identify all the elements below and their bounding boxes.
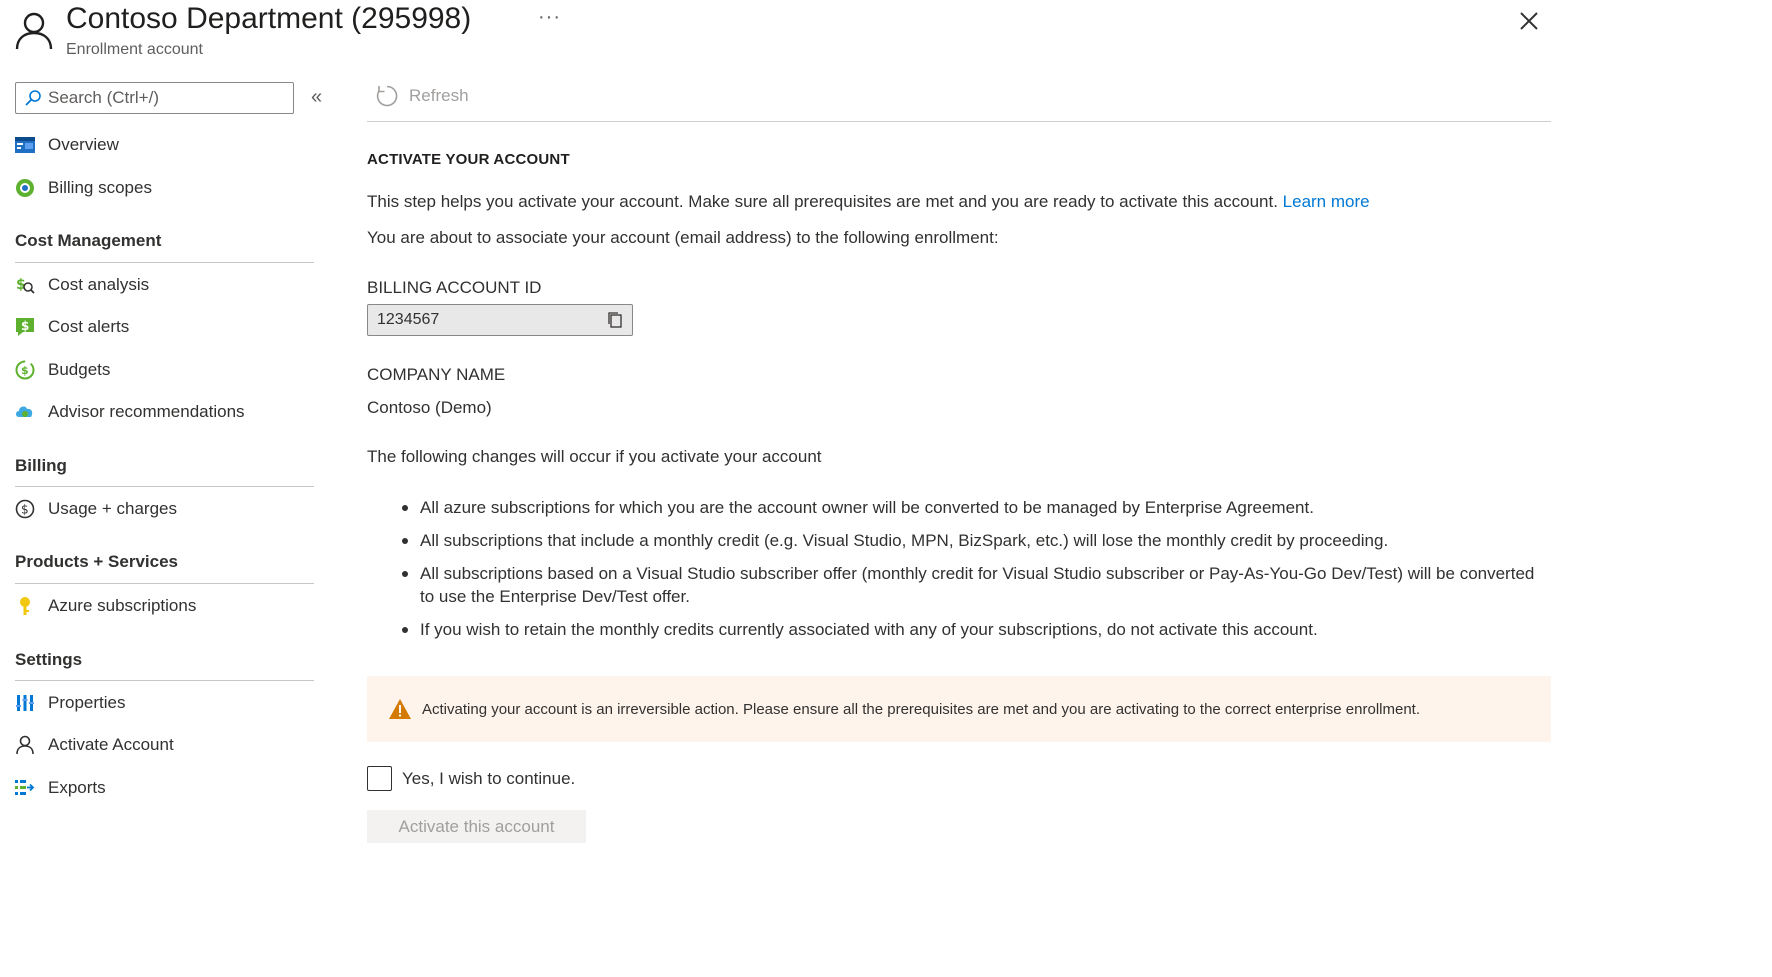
person-icon [15,735,35,755]
section-billing: Billing [15,456,67,475]
section-divider [15,583,314,584]
list-item: All azure subscriptions for which you are the account owner will be converted to be managed by Enterprise Agreement. [400,496,1550,519]
advisor-icon [15,402,35,422]
properties-icon [15,693,35,713]
overview-icon [15,135,35,155]
section-cost-management: Cost Management [15,231,162,250]
cost-analysis-icon [15,275,35,295]
continue-checkbox[interactable] [367,766,392,791]
more-options-button[interactable]: ··· [538,6,561,28]
page-title: Contoso Department (295998) [66,2,472,35]
intro-text: This step helps you activate your account. Make sure all prerequisites are met and you are ready to activate this account. Learn more [367,192,1370,211]
sidebar-item-cost-analysis[interactable]: $ Cost analysis [16,275,150,294]
list-item: All subscriptions that include a monthly credit (e.g. Visual Studio, MPN, BizSpark, etc.) will lose the monthly credit by proceeding. [400,529,1550,552]
cost-alerts-icon [15,317,35,337]
exports-icon [15,778,35,798]
sidebar-item-overview[interactable]: Overview [15,130,119,160]
changes-list [400,496,1550,651]
list-item: All subscriptions based on a Visual Studio subscriber offer (monthly credit for Visual Studio subscriber or Pay-As-You-Go Dev/Test) will be converted to use the Enterprise Dev/Test offer. [400,562,1550,608]
key-icon [15,596,35,616]
company-name-label: COMPANY NAME [367,365,506,384]
billing-account-id-value: 1234567 [377,311,440,328]
sidebar-item-advisor-recommendations[interactable]: Advisor recommendations [15,397,245,427]
billing-account-id-field [367,304,633,336]
svg-text:$: $ [21,364,29,377]
warning-icon [388,698,412,720]
section-settings: Settings [15,650,83,669]
billing-scopes-icon [15,178,35,198]
list-item: If you wish to retain the monthly credits currently associated with any of your subscriptions, do not activate this account. [400,618,1550,641]
company-name-value: Contoso (Demo) [367,398,492,417]
section-divider [15,680,314,681]
sidebar-item-cost-alerts[interactable]: $ Cost alerts [15,312,129,342]
sidebar-search[interactable] [15,82,294,114]
sidebar-item-azure-subscriptions[interactable]: Azure subscriptions [15,591,196,621]
section-heading: ACTIVATE YOUR ACCOUNT [367,151,570,168]
learn-more-link[interactable]: Learn more [1282,192,1370,211]
refresh-icon [375,84,399,108]
sidebar-item-activate-account[interactable]: Activate Account [15,730,174,760]
budgets-icon [15,360,35,380]
sidebar-item-exports[interactable]: Exports [15,773,106,803]
svg-text:$: $ [16,277,26,293]
warning-banner [367,676,1551,742]
copy-icon[interactable] [607,311,623,329]
changes-intro: The following changes will occur if you activate your account [367,447,822,466]
person-icon [14,10,54,50]
dollar-circle-icon [15,499,35,519]
search-input[interactable] [48,88,278,108]
refresh-button[interactable]: Refresh [375,84,469,108]
sidebar-item-usage-charges[interactable]: $ Usage + charges [15,494,177,524]
section-divider [15,262,314,263]
page-subtitle: Enrollment account [66,41,203,58]
sidebar-item-budgets[interactable]: $ Budgets [15,355,110,385]
billing-account-label: BILLING ACCOUNT ID [367,278,542,297]
toolbar-divider [367,121,1551,122]
associate-text: You are about to associate your account (email address) to the following enrollment: [367,228,999,247]
section-divider [15,486,314,487]
search-icon [24,89,42,107]
svg-text:$: $ [21,502,29,517]
collapse-sidebar-button[interactable]: « [311,86,323,108]
continue-checkbox-label: Yes, I wish to continue. [402,768,576,788]
warning-message: Activating your account is an irreversible action. Please ensure all the prerequisites are met and you are activating to the correct enterprise enrollment. [422,700,1421,718]
sidebar-item-billing-scopes[interactable]: Billing scopes [15,173,152,203]
continue-checkbox-row[interactable] [367,766,575,791]
section-products-services: Products + Services [15,552,179,571]
close-icon[interactable] [1516,8,1542,34]
svg-text:$: $ [21,319,30,333]
sidebar-item-properties[interactable]: Properties [15,688,125,718]
activate-account-button[interactable]: Activate this account [367,810,586,843]
